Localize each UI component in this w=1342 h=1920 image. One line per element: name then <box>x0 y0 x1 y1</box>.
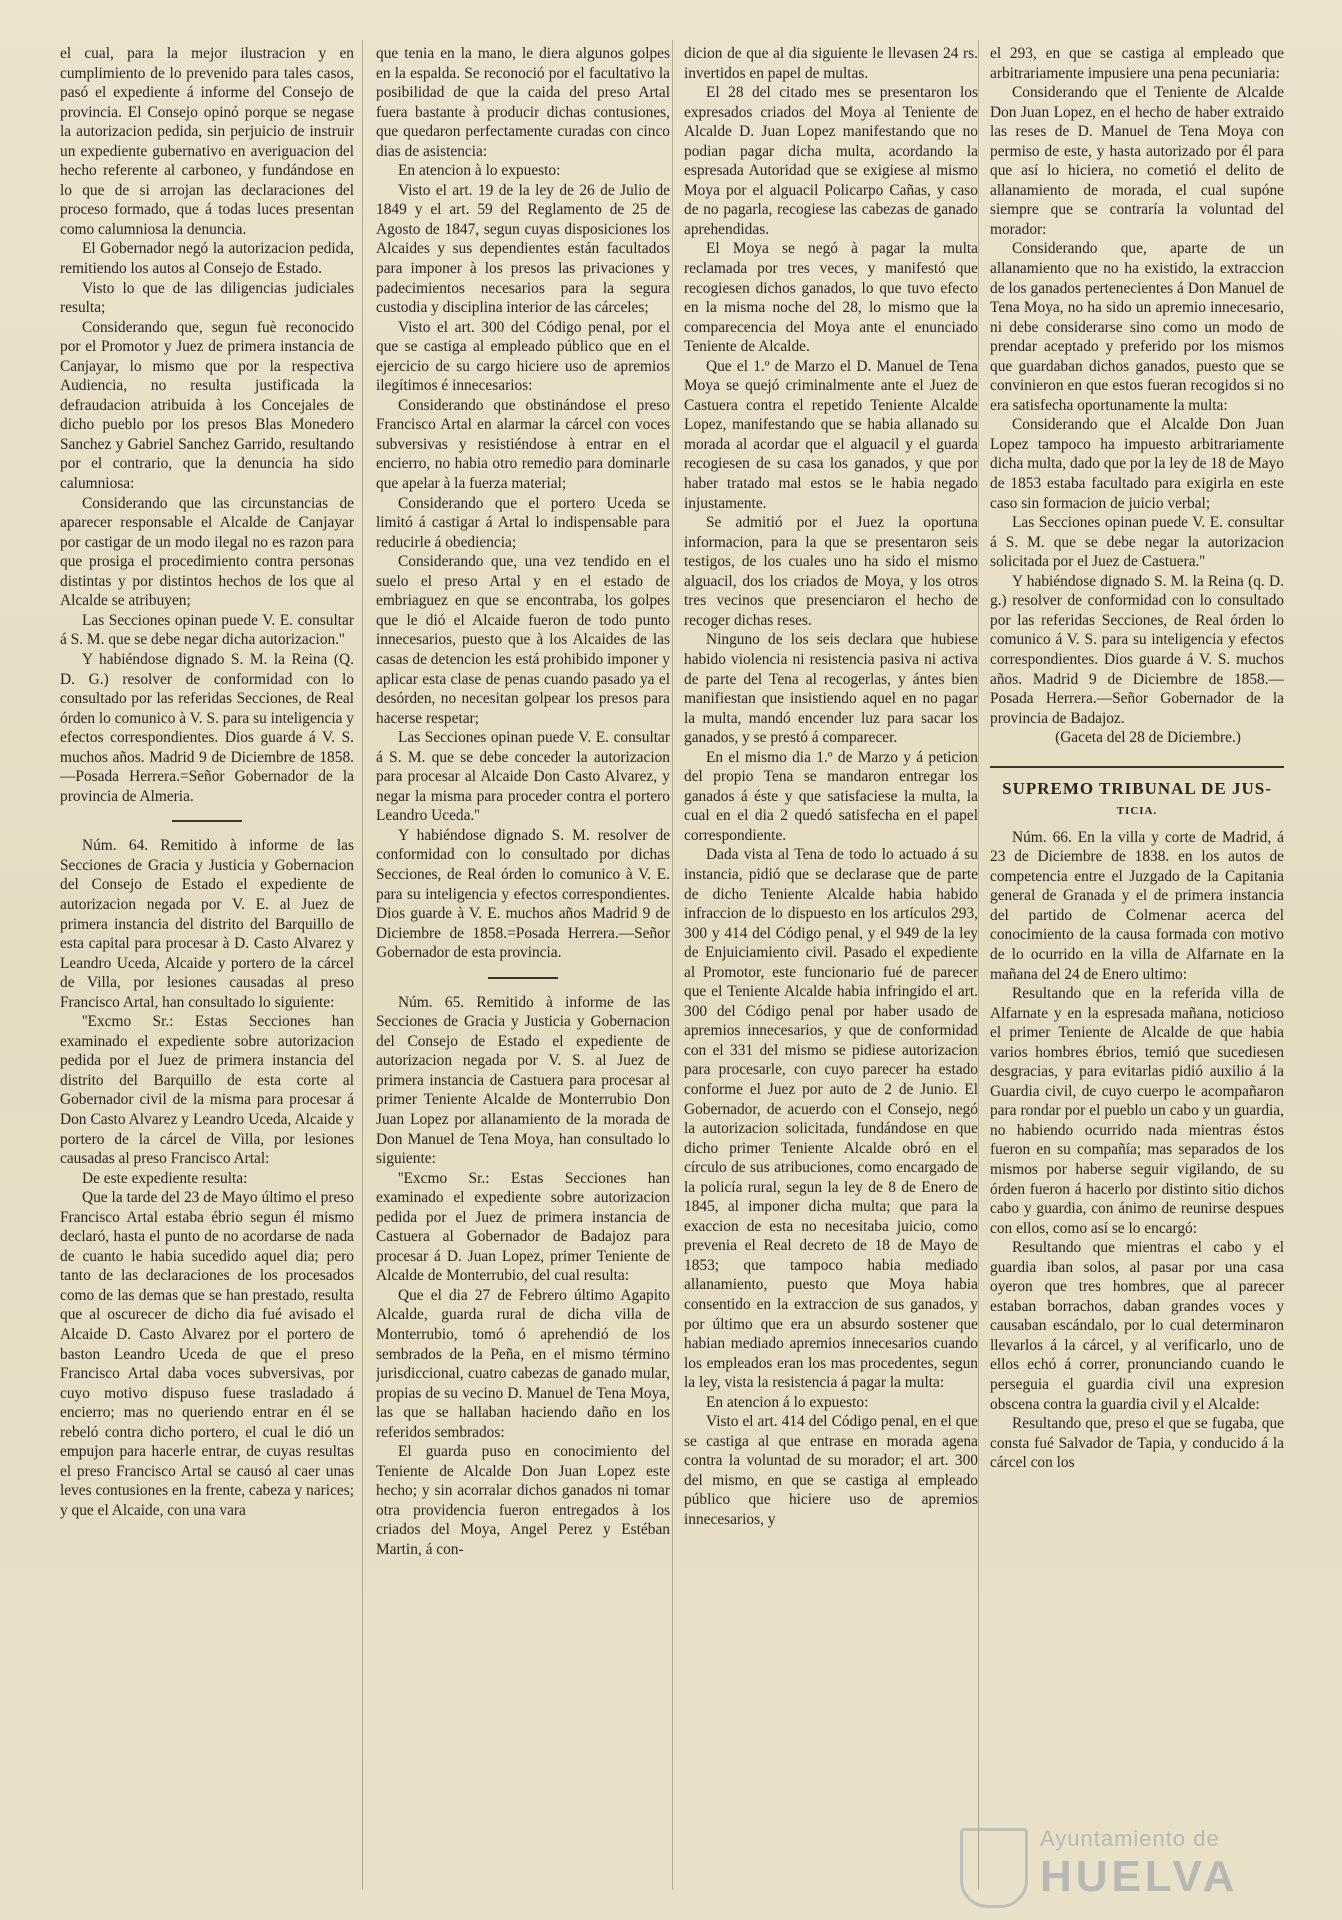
paragraph: Visto el art. 300 del Código penal, por el que se castiga al empleado público que en el ejercicio de su cargo hiciere uso de apremios ilegítimos é innecesarios: <box>376 318 670 395</box>
column-2 <box>376 44 670 1886</box>
section-title-text: SUPREMO TRIBUNAL DE JUS- <box>1002 778 1272 798</box>
source-citation: (Gaceta del 28 de Diciembre.) <box>1055 729 1241 747</box>
column-divider <box>672 40 673 1890</box>
paragraph: Considerando que el Alcalde Don Juan Lopez tampoco ha impuesto arbitrariamente dicha multa, dado que por la ley de 18 de Mayo de 1853 estaba facultado para exigirla en este caso sin formacion de juicio verbal; <box>990 416 1284 512</box>
paragraph: Considerando que, una vez tendido en el suelo el preso Artal y en el estado de embriaguez en que se encontraba, los golpes que le dió el Alcaide fueron de todo punto innecesarios, puesto que à los Alcaides de las casas de detencion les está prohibido imponer y aplicar esta clase de penas cuando pasado ya el desórden, no necesitan golpear los presos para hacerse respetar; <box>376 553 670 727</box>
paragraph: El Gobernador negó la autorizacion pedida, remitiendo los autos al Consejo de Estado. <box>60 240 354 278</box>
column-divider <box>362 40 363 1890</box>
paragraph: Núm. 65. Remitido à informe de las Secciones de Gracia y Justicia y Gobernacion del Consejo de Estado el expediente de autorizacion negada por V. S. al Juez de primera instancia de Castuera para procesar al primer Teniente Alcalde de Monterrubio Don Juan Lopez por allanamiento de la morada de Don Manuel de Tena Moya, han consultado lo siguiente: <box>376 993 670 1168</box>
column-divider <box>978 40 979 1890</box>
paragraph: el 293, en que se castiga al empleado que arbitrariamente impusiere una pena pecuniaria: <box>990 45 1284 82</box>
paragraph: Resultando que en la referida villa de Alfarnate y en la espresada mañana, noticioso el primer Teniente de Alcalde de que habia varios hombres ébrios, temió que sucediesen desgracias, y para evitarlas pidió auxilio á la Guardia civil, de cuyo cuerpo le acompañaron para rondar por el pueblo un cabo y un guardia, no habiendo ocurrido nada mientras éstos fueron en su compañía; mas separados de los mismos por haberse seguir vigilando, de su órden fueron á hacerlo por distinto sitio dichos cabo y guardia, con ánimo de reunirse despues con ellos, como así se lo encargó: <box>990 985 1284 1237</box>
paragraph: Considerando que, aparte de un allanamiento que no ha existido, la extraccion de los ganados pertenecientes á Don Manuel de Tena Moya, no ha sido un apremio innecesario, ni debe considerarse sino como un modo de prendar aceptado y preferido por los mismos que guardaban dichos ganados, puesto que se convinieron en que estos fueran recogidos si no era satisfecha oportunamente la multa: <box>990 240 1284 414</box>
watermark-line-2: HUELVA <box>1040 1852 1239 1901</box>
column-4 <box>990 44 1284 1886</box>
paragraph: Visto lo que de las diligencias judiciales resulta; <box>60 279 354 317</box>
column-3 <box>684 44 978 1886</box>
paragraph: El 28 del citado mes se presentaron los expresados criados del Moya al Teniente de Alcalde D. Juan Lopez manifestando que no podian pagar dicha multa, acordando la espresada Autoridad que se exigiese al mismo Moya por el alguacil Policarpo Cañas, y caso de no pagarla, recogiese las cabezas de ganado aprehendidas. <box>684 84 978 238</box>
paragraph: El Moya se negó à pagar la multa reclamada por tres veces, y manifestó que recogiesen dichos ganados, lo que tuvo efecto en la misma noche del 28, lo mismo que la comparecencia del Moya ante el enunciado Teniente de Alcalde. <box>684 240 978 356</box>
coat-of-arms-icon <box>960 1828 1028 1908</box>
paragraph: Ninguno de los seis declara que hubiese habido violencia ni resistencia pasiva ni activa de parte del Tena al recogerlas, y ántes bien manifiestan que insistiendo aquel en no pagar la multa, mandó encender luz para sacar los ganados, y se prestó á comparecer. <box>684 631 978 747</box>
paragraph: En el mismo dia 1.º de Marzo y á peticion del propio Tena se mandaron entregar los ganados á éste y que satisfaciese la multa, la cual en el dia 2 quedó satisfecha en el papel correspondiente. <box>684 748 978 844</box>
section-title <box>990 778 1284 822</box>
paragraph: Que el 1.º de Marzo el D. Manuel de Tena Moya se quejó criminalmente ante el Juez de Castuera contra el repetido Teniente Alcalde Lopez, manifestando que se habia allanado su morada al acordar que el alguacil y el guarda recogiesen de su casa los ganados, y que por haber tratado mal estos se le habia negado injustamente. <box>684 357 978 512</box>
paragraph: Considerando que obstinándose el preso Francisco Artal en alarmar la cárcel con voces subversivas y resistiéndose à entrar en el encierro, no habia otro remedio para dominarle que apelar à la fuerza material; <box>376 396 670 493</box>
paragraph: Y habiéndose dignado S. M. la Reina (q. D. g.) resolver de conformidad con lo consultado por las referidas Secciones, de Real órden lo comunico á V. S. para su inteligencia y efectos correspondientes. Dios guarde á V. S. muchos años. Madrid 9 de Diciembre de 1858.—Posada Herrera.—Señor Gobernador de la provincia de Badajoz. <box>990 572 1284 727</box>
paragraph: Núm. 64. Remitido à informe de las Secciones de Gracia y Justicia y Gobernacion del Consejo de Estado el expediente de autorizacion negada por V. E. al Juez de primera instancia del distrito del Barquillo de esta capital para procesar à D. Casto Alvarez y Leandro Uceda, Alcaide y portero de la cárcel de Villa, por lesiones causadas al preso Francisco Artal, han consultado lo siguiente: <box>60 837 354 1011</box>
paragraph: De este expediente resulta: <box>82 1169 248 1187</box>
paragraph: El guarda puso en conocimiento del Teniente de Alcalde Don Juan Lopez este hecho; y sin acorralar dichos ganados ni tomar otra providencia fueron entregados à los criados del Moya, Angel Perez y Estéban Martin, á con- <box>376 1443 670 1559</box>
section-title-sub: TICIA. <box>1116 804 1158 817</box>
paragraph: Visto el art. 19 de la ley de 26 de Julio de 1849 y el art. 59 del Reglamento de 25 de Agosto de 1847, segun cuyas disposiciones los Alcaides y sus dependientes están facultados para imponer à los presos las privaciones y padecimientos necesarios para la segura custodia y disciplina interior de las cárceles; <box>376 181 670 317</box>
paragraph: Núm. 66. En la villa y corte de Madrid, á 23 de Diciembre de 1838. en los autos de competencia entre el Juzgado de la Capitania general de Granada y el de primera instancia del partido de Colmenar acerca del conocimiento de la causa formada con motivo de lo ocurrido en la villa de Alfarnate en la mañana del 24 de Enero ultimo: <box>990 828 1284 983</box>
paragraph: Considerando que, segun fuè reconocido por el Promotor y Juez de primera instancia de Canjayar, lo mismo que por la respectiva Audiencia, no resulta justificada la defraudacion atribuida à los Concejales de dicho pueblo por los presos Blas Monedero Sanchez y Gabriel Sanchez Garrido, resultando por el contrario, que la denuncia ha sido calumniosa: <box>60 318 354 493</box>
paragraph: dicion de que al dia siguiente le llevasen 24 rs. invertidos en papel de multas. <box>684 45 978 82</box>
paragraph: Visto el art. 414 del Código penal, en el que se castiga al que entrase en morada agena contra la voluntad de su morador; el art. 300 del mismo, en que se castiga al empleado público que hiciere uso de apremios innecesarios, y <box>684 1413 978 1529</box>
section-separator <box>172 820 242 822</box>
paragraph: Y habiéndose dignado S. M. la Reina (Q. D. G.) resolver de conformidad con lo consultado por las referidas Secciones, de Real órden lo comunico à V. S. para su inteligencia y efectos correspondientes. Dios guarde á V. S. muchos años. Madrid 9 de Diciembre de 1858.—Posada Herrera.=Señor Gobernador de la provincia de Almeria. <box>60 650 354 805</box>
paragraph: Considerando que las circunstancias de aparecer responsable el Alcalde de Canjayar por castigar de un modo ilegal no es razon para que prosiga el procedimiento contra personas distintas y por distintos hechos de los que al Alcalde se atribuyen; <box>60 494 354 610</box>
paragraph: Se admitió por el Juez la oportuna informacion, para la que se presentaron seis testigos, de los cuales uno ha sido el mismo alguacil, dos los criados de Moya, y los otros tres vecinos que presenciaron el hecho de recoger dichas reses. <box>684 514 978 629</box>
paragraph: ''Excmo Sr.: Estas Secciones han examinado el expediente sobre autorizacion pedida por el Juez de primera instancia de Castuera al Gobernador de Badajoz para procesar á D. Juan Lopez, primer Teniente de Alcalde de Monterrubio, del cual resulta: <box>376 1169 670 1285</box>
paragraph: Dada vista al Tena de todo lo actuado á su instancia, pidió que se declarase que de parte de dicho Teniente Alcalde habia habido infraccion de lo dispuesto en los artículos 293, 300 y 414 del Código penal, y el 949 de la ley de Enjuiciamiento civil. Pasado el expediente al Promotor, este funcionario fué de parecer que el Teniente Alcalde habia infringido el art. 300 del Código penal por haber usado de apremios innecesarios, y que de conformidad con el 331 del mismo se pidiese autorizacion para procesarle, con cuyo parecer ha estado conforme el Juez por auto de 2 de Junio. El Gobernador, de acuerdo con el Consejo, negó la autorizacion solicitada, fundándose en que dicho primer Teniente Alcalde obró en el círculo de sus atribuciones, como encargado de la policía rural, segun la ley de 8 de Enero de 1845, al imponer dicha multa; que para la exaccion de esta no necesitaba juicio, como prevenia el Real decreto de 18 de Mayo de 1853; que tampoco habia mediado allanamiento, puesto que Moya habia consentido en la extraccion de sus ganados, y por último que era un absurdo sostener que habian mediado apremios innecesarios cuando los empleados eran los mas procedentes, segun la ley, vista la resistencia á pagar la multa: <box>684 846 978 1392</box>
column-1 <box>60 44 354 1886</box>
paragraph: Que la tarde del 23 de Mayo último el preso Francisco Artal estaba ébrio segun él mismo declaró, hasta el punto de no acordarse de nada de cuanto le habia sucedido aquel dia; pero tanto de las declaraciones de los procesados como de las demas que se han prestado, resulta que al oscurecer de dicho dia fué avisado el Alcaide D. Casto Alvarez por el portero de baston Leandro Uceda de que el preso Francisco Artal daba voces subversivas, por cuyo motivo dispuso fuese trasladado á encierro; mas no queriendo entrar en él se rebeló contra dicho portero, el cual le dió un empujon para hacerle entrar, de cuyas resultas el preso Francisco Artal se causó al caer unas leves contusiones en la frente, cabeza y narices; y que el Alcaide, con una vara <box>60 1189 354 1519</box>
paragraph: Considerando que el Teniente de Alcalde Don Juan Lopez, en el hecho de haber extraido las reses de D. Manuel de Tena Moya con permiso de este, y hasta autorizado por él para que así lo hiciera, no cometió el delito de allanamiento de morada, el cual supóne siempre que se contraría la voluntad del morador: <box>990 84 1284 238</box>
paragraph: el cual, para la mejor ilustracion y en cumplimiento de lo prevenido para tales casos, pasó el expediente á informe del Consejo de provincia. El Consejo opinó porque se negase la autorizacion pedida, sin perjuicio de instruir un expediente gubernativo en averiguacion del hecho referente al carboneo, y fundándose en lo que de si arrojan las declaraciones del proceso formado, que á todas luces presentan como calumniosa la denuncia. <box>60 45 354 238</box>
paragraph: Y habiéndose dignado S. M. resolver de conformidad con lo consultado por dichas Secciones, de Real órden lo comunico à V. E. para su inteligencia y efectos correspondientes. Dios guarde à V. E. muchos años Madrid 9 de Diciembre de 1858.=Posada Herrera.—Señor Gobernador de esta provincia. <box>376 826 670 962</box>
section-divider <box>990 766 1284 768</box>
paragraph: Resultando que, preso el que se fugaba, que consta fué Salvador de Tapia, y conducido á la cárcel con los <box>990 1415 1284 1472</box>
watermark-line-1: Ayuntamiento de <box>1040 1826 1220 1851</box>
paragraph: Resultando que mientras el cabo y el guardia iban solos, al pasar por una casa oyeron que tres hombres, que al parecer estaban borrachos, daban grandes voces y causaban escándalo, por lo cual determinaron llevarlos á la cárcel, y al verificarlo, uno de ellos echó á correr, pronunciando cuando le perseguia el guardia civil una expresion obscena contra la guardia civil y el Alcalde: <box>990 1239 1284 1413</box>
paragraph: Considerando que el portero Uceda se limitó á castigar á Artal lo indispensable para reducirle á obediencia; <box>376 494 670 551</box>
paragraph: ''Excmo Sr.: Estas Secciones han examinado el expediente sobre autorizacion pedida por el Juez de primera instancia del distrito del Barquillo de esta corte al Gobernador civil de la misma para procesar á Don Casto Alvarez y Leandro Uceda, Alcaide y portero de la cárcel de Villa, por lesiones causadas al preso Francisco Artal: <box>60 1013 354 1168</box>
paragraph: Las Secciones opinan puede V. E. consultar á S. M. que se debe negar la autorizacion solicitada por el Juez de Castuera.'' <box>990 514 1284 571</box>
paragraph: En atencion á lo expuesto: <box>706 1393 869 1411</box>
archive-watermark <box>960 1820 1300 1910</box>
paragraph: Las Secciones opinan puede V. E. consultar á S. M. que se debe negar dicha autorizacion.'' <box>60 611 354 649</box>
paragraph: Las Secciones opinan puede V. E. consultar á S. M. que se debe conceder la autorizacion para procesar al Alcaide Don Casto Alvarez, y negar la misma para proceder contra el portero Leandro Uceda.'' <box>376 729 670 825</box>
paragraph: que tenia en la mano, le diera algunos golpes en la espalda. Se reconoció por el facultativo la posibilidad de que la caida del preso Artal fuera bastante à producir dichas contusiones, que quedaron perfectamente curadas con cinco dias de asistencia: <box>376 45 670 160</box>
section-separator <box>488 977 558 979</box>
paragraph: En atencion à lo expuesto: <box>398 162 561 180</box>
paragraph: Que el dia 27 de Febrero último Agapito Alcalde, guarda rural de dicha villa de Monterrubio, tomó ó aprehendió de los sembrados de la Peña, en el mismo término jurisdiccional, cuatro cabezas de ganado mular, propias de su vecino D. Manuel de Tena Moya, las que se hallaban haciendo daño en los referidos sembrados: <box>376 1286 670 1441</box>
